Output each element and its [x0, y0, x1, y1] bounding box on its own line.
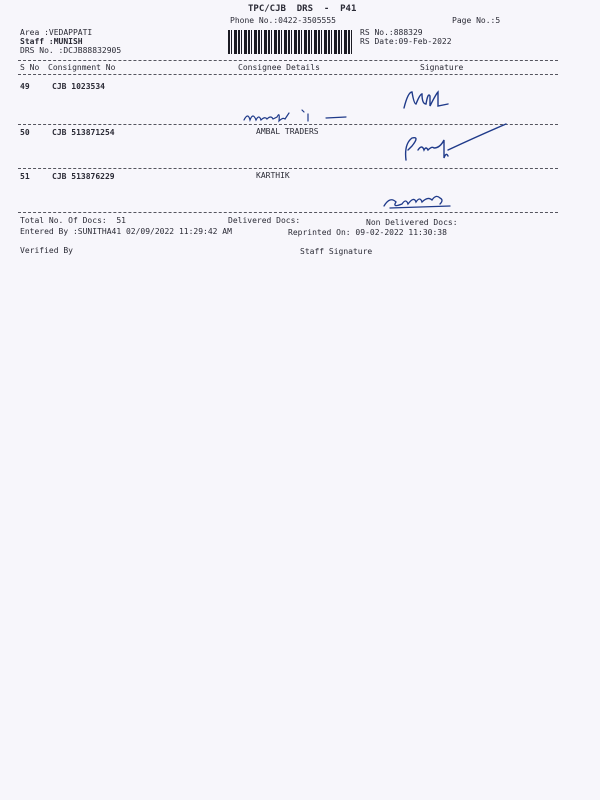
column-consignee: Consignee Details [238, 63, 320, 72]
rs-date: RS Date:09-Feb-2022 [360, 37, 452, 46]
document-title: TPC/CJB DRS - P41 [248, 4, 357, 14]
page-number: Page No.:5 [452, 16, 501, 25]
row-sno: 51 [20, 172, 30, 181]
non-delivered-docs: Non Delivered Docs: [366, 218, 458, 227]
row-consignment: CJB 513871254 [52, 128, 115, 137]
signature-row-49 [398, 88, 458, 116]
area-field: Area :VEDAPPATI [20, 28, 93, 37]
row-sno: 50 [20, 128, 30, 137]
signature-row-51 [380, 192, 460, 212]
barcode-image [228, 30, 352, 54]
staff-signature-label: Staff Signature [300, 247, 373, 256]
row-consignee: AMBAL TRADERS [256, 127, 319, 136]
staff-field: Staff :MUNISH [20, 37, 83, 46]
signature-row-50 [396, 120, 512, 166]
total-docs: Total No. Of Docs: 51 [20, 216, 126, 225]
delivered-docs: Delivered Docs: [228, 216, 301, 225]
phone-number: Phone No.:0422-3505555 [230, 16, 336, 25]
column-consignment: Consignment No [48, 63, 116, 72]
entered-by: Entered By :SUNITHA41 02/09/2022 11:29:42 AM [20, 227, 232, 236]
reprinted-on: Reprinted On: 09-02-2022 11:30:38 [288, 228, 447, 237]
row-consignment: CJB 513876229 [52, 172, 115, 181]
row-sno: 49 [20, 82, 30, 91]
divider [18, 60, 558, 61]
divider [18, 212, 558, 213]
row-consignment: CJB 1023534 [52, 82, 105, 91]
drs-number: DRS No. :DCJB88832905 [20, 46, 122, 55]
rs-number: RS No.:888329 [360, 28, 423, 37]
divider [18, 74, 558, 75]
verified-by: Verified By [20, 246, 73, 255]
column-sno: S No [20, 63, 40, 72]
divider [18, 168, 558, 169]
column-signature: Signature [420, 63, 464, 72]
row-consignee: KARTHIK [256, 171, 290, 180]
